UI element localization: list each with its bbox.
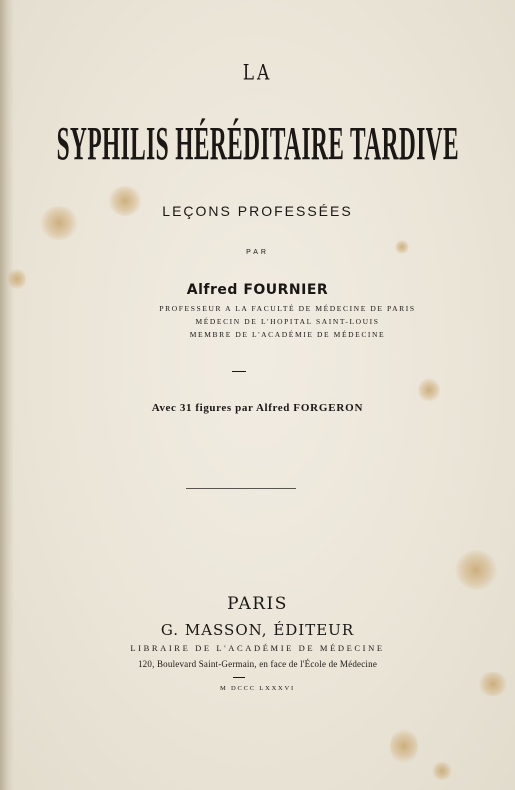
illustrations-prefix: Avec 31 figures par Alfred (151, 402, 290, 414)
publisher-role: LIBRAIRE DE L'ACADÉMIE DE MÉDECINE (130, 643, 385, 653)
horizontal-rule (186, 488, 296, 489)
author-credential: MÉDECIN DE L'HOPITAL SAINT-LOUIS (195, 317, 380, 326)
binding-edge (0, 0, 14, 790)
foxing-spot (390, 728, 418, 764)
imprint-city: PARIS (227, 594, 288, 614)
foxing-spot (432, 762, 452, 780)
divider-dash (233, 677, 245, 678)
illustrations-note (0, 402, 515, 414)
divider-dash (232, 371, 246, 372)
author-credential: MEMBRE DE L'ACADÉMIE DE MÉDECINE (189, 330, 386, 339)
book-subtitle: LEÇONS PROFESSÉES (162, 203, 353, 219)
title-article: LA (242, 60, 273, 86)
book-title: SYPHILIS HÉRÉDITAIRE TARDIVE (56, 118, 459, 171)
by-line: PAR (246, 249, 269, 256)
publisher-name: G. MASSON, ÉDITEUR (160, 621, 355, 639)
foxing-spot (478, 672, 508, 696)
illustrator-name: FORGERON (293, 402, 364, 414)
foxing-spot (418, 378, 440, 402)
publisher-address: 120, Boulevard Saint-Germain, en face de l'École de Médecine (137, 659, 378, 669)
author-name: Alfred FOURNIER (186, 282, 329, 298)
author-credential: PROFESSEUR A LA FACULTÉ DE MÉDECINE DE PARIS (159, 304, 416, 313)
publication-year: M DCCC LXXXVI (219, 685, 296, 692)
foxing-spot (455, 550, 497, 590)
